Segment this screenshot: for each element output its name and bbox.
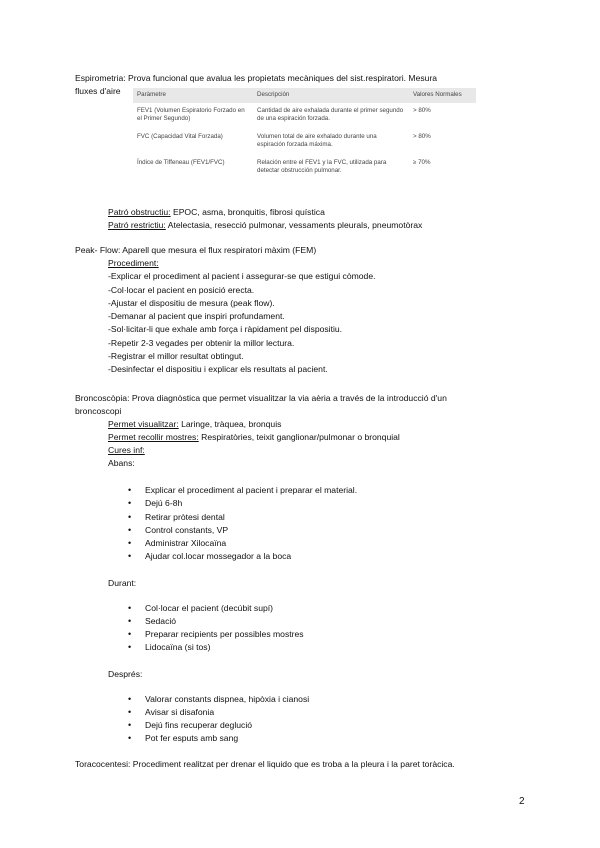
procedure-label: Procediment: [108, 258, 159, 268]
spirometry-table [133, 88, 476, 181]
before-item: • Retirar pròtesi dental [145, 511, 225, 524]
table-cell: Cantidad de aire exhalada durante el primer segundo de una espiración forzada. [257, 106, 404, 122]
before-item: • Ajudar col.locar mossegador a la boca [145, 550, 291, 563]
spirometry-paragraph-cont: fluxes d'aire [75, 86, 121, 96]
procedure-step: -Registrar el millor resultat obtingut. [108, 351, 244, 361]
after-item: • Dejú fins recuperar deglució [145, 719, 252, 732]
table-header-row [133, 88, 476, 103]
table-row [133, 155, 476, 181]
before-item: • Administrar Xilocaïna [145, 537, 226, 550]
after-item: • Pot fer esputs amb sang [145, 732, 238, 745]
table-row [133, 129, 476, 155]
spirometry-definition: : Prova funcional que avalua les propietats mecàniques del sist.respiratori. Mesura [123, 73, 438, 83]
table-row [133, 103, 476, 129]
table-cell: FEV1 (Volumen Espiratorio Forzado en el Primer Segundo) [137, 106, 245, 122]
table-cell: ≥ 70% [413, 158, 431, 166]
after-item: • Valorar constants dispnea, hipòxia i cianosi [145, 693, 309, 706]
visualize-label: Permet visualitzar: [108, 419, 179, 429]
during-label: Durant: [108, 578, 137, 588]
procedure-step: -Col·locar el pacient en posició erecta. [108, 285, 255, 295]
procedure-step: -Desinfectar el dispositiu i explicar els resultats al pacient. [108, 364, 328, 374]
spirometry-paragraph [75, 72, 437, 85]
restrictive-label: Patró restrictiu: [108, 220, 166, 230]
before-item: • Dejú 6-8h [145, 497, 182, 510]
table-header: Descripción [257, 91, 290, 98]
bronchoscopy-intro: Broncoscòpia: Prova diagnòstica que permet visualitzar la via aèria a través de la introducció d'un [75, 393, 447, 403]
during-item: • Preparar recipients per possibles mostres [145, 628, 304, 641]
before-item: • Control constants, VP [145, 524, 228, 537]
thoracentesis-paragraph: Toracocentesi: Procediment realitzat per drenar el liquido que es troba a la pleura i la paret toràcica. [75, 759, 455, 769]
table-cell: Índice de Tiffeneau (FEV1/FVC) [137, 158, 225, 166]
table-header: Valores Normales [413, 91, 462, 98]
procedure-step: -Ajustar el dispositiu de mesura (peak flow). [108, 298, 275, 308]
restrictive-text: Atelectasia, resecció pulmonar, vessaments pleurals, pneumotòrax [165, 220, 423, 230]
table-header: Paràmetre [137, 91, 166, 98]
obstructive-text: EPOC, asma, bronquitis, fibrosi quística [170, 207, 325, 217]
before-label: Abans: [108, 458, 135, 468]
table-cell: FVC (Capacidad Vital Forzada) [137, 132, 223, 140]
table-cell: Relación entre el FEV1 y la FVC, utilizada para detectar obstrucción pulmonar. [257, 158, 387, 174]
samples-text: Respiratòries, teixit ganglionar/pulmonar o bronquial [198, 432, 400, 442]
after-item: • Avisar si disafonia [145, 706, 214, 719]
before-item: • Explicar el procediment al pacient i preparar el material. [145, 484, 357, 497]
page-number: 2 [519, 796, 525, 807]
spirometry-term: Espirometria [75, 73, 124, 83]
during-item: • Lidocaïna (si tos) [145, 641, 210, 654]
obstructive-label: Patró obstructiu: [108, 207, 171, 217]
procedure-step: -Repetir 2-3 vegades per obtenir la millor lectura. [108, 338, 295, 348]
procedure-step: -Demanar al pacient que inspiri profundament. [108, 311, 285, 321]
bronchoscopy-intro-cont: broncoscopi [75, 406, 122, 416]
restrictive-pattern [108, 219, 422, 232]
table-cell: > 80% [413, 132, 431, 140]
procedure-step: -Sol·licitar-li que exhale amb força i ràpidament pel dispositiu. [108, 324, 343, 334]
visualize-text: Laringe, tràquea, bronquis [178, 419, 282, 429]
after-label: Després: [108, 669, 143, 679]
procedure-step: -Explicar el procediment al pacient i assegurar-se que estigui còmode. [108, 271, 376, 281]
visualize-line [108, 418, 281, 431]
samples-label: Permet recollir mostres: [108, 432, 199, 442]
care-label: Cures inf: [108, 445, 145, 455]
table-cell: Volumen total de aire exhalado durante una espiración forzada máxima. [257, 132, 377, 148]
obstructive-pattern [108, 206, 325, 219]
peak-flow-intro: Peak- Flow: Aparell que mesura el flux respiratori màxim (FEM) [75, 245, 317, 255]
during-item: • Col·locar el pacient (decúbit supí) [145, 602, 273, 615]
during-item: • Sedació [145, 615, 176, 628]
samples-line [108, 431, 400, 444]
table-cell: > 80% [413, 106, 431, 114]
